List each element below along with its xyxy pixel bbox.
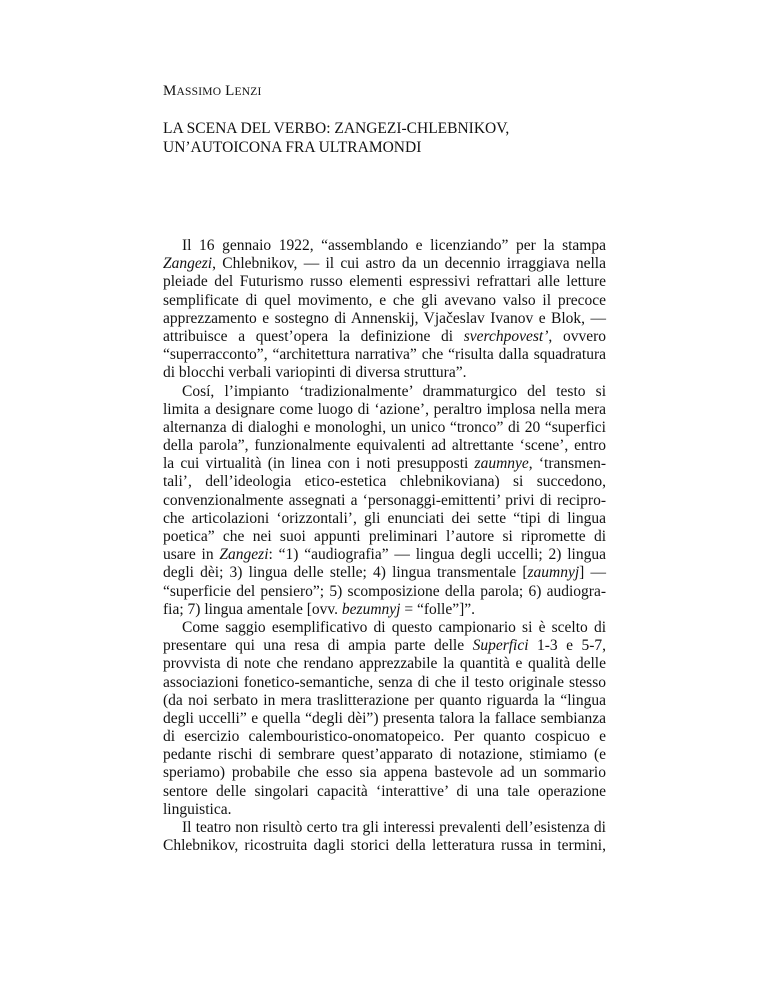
title-line: LA SCENA DEL VERBO: ZANGEZI-CHLEBNIKOV, [163, 120, 510, 137]
text-line [163, 837, 606, 855]
text-segment: sentore delle singolari capacità ‘interattive’ di una tale operazione [163, 782, 606, 800]
text-line [163, 383, 606, 401]
text-line [163, 346, 606, 364]
italic-text: zaumnyj [527, 564, 580, 582]
article-title [163, 119, 623, 157]
text-segment: semplificate di quel movimento, e che gli avevano valso il precoce [163, 291, 606, 309]
text-segment: speriamo) probabile che esso sia appena bastevole ad un sommario [163, 764, 606, 782]
text-line [163, 310, 606, 328]
text-line [163, 655, 606, 673]
text-segment: “superficie del pensiero”; 5) scomposizione della parola; 6) audiogra- [163, 582, 606, 600]
text-line [163, 764, 606, 782]
text-segment: Il 16 gennaio 1922, “assemblando e licenziando” per la stampa [182, 237, 606, 254]
text-segment: apprezzamento e sostegno di Annenskij, Vjačeslav Ivanov e Blok, — [163, 309, 606, 327]
text-line [163, 510, 606, 528]
text-segment: ] — [579, 564, 606, 582]
text-segment: di blocchi verbali variopinti di diversa struttura”. [163, 364, 467, 382]
text-segment: attribuisce a quest’opera la definizione di [163, 327, 464, 345]
text-segment: (da noi serbato in mera traslitterazione per quanto riguarda la “lingua [163, 691, 606, 709]
text-segment: Come saggio esemplificativo di questo campionario si è scelto di [182, 618, 606, 636]
text-segment: linguistica. [163, 800, 232, 818]
text-line [163, 710, 606, 728]
text-line [163, 783, 606, 801]
text-segment: degli uccelli” e quella “degli dèi”) presenta talora la fallace sembianza [163, 709, 606, 727]
text-line [163, 492, 606, 510]
title-line: UN’AUTOICONA FRA ULTRAMONDI [163, 139, 422, 156]
text-segment: degli dèi; 3) lingua delle stelle; 4) lingua transmentale [ [163, 564, 528, 582]
text-segment: Il teatro non risultò certo tra gli interessi prevalenti dell’esistenza di [182, 819, 606, 836]
text-segment: 1-3 e 5-7, [528, 637, 606, 655]
text-segment: pedante rischi di sembrare quest’apparato di notazione, stimiamo (e [163, 746, 606, 764]
text-line [163, 728, 606, 746]
text-line [163, 364, 606, 382]
text-line [163, 801, 606, 819]
text-line [163, 564, 606, 582]
text-segment: , Chlebnikov, — il cui astro da un decennio irraggiava nella [212, 255, 606, 273]
text-segment: che articolazioni ‘orizzontali’, gli enunciati dei sette “tipi di lingua [163, 509, 606, 527]
text-line [163, 401, 606, 419]
text-segment: presentare qui una resa di ampia parte delle [163, 637, 473, 655]
text-line [163, 637, 606, 655]
text-segment: tali’, dell’ideologia etico-estetica chlebnikoviana) si succedono, [163, 473, 606, 491]
text-line [163, 746, 606, 764]
body-text [163, 237, 606, 855]
text-segment: fia; 7) lingua amentale [ovv. [163, 600, 342, 618]
text-segment: pleiade del Futurismo russo elementi espressivi refrattari alle letture [163, 273, 606, 291]
text-segment: associazioni fonetico-semantiche, senza di che il testo originale stesso [163, 673, 606, 691]
text-segment: provvista di note che rendano apprezzabile la quantità e qualità delle [163, 655, 606, 673]
text-segment: poetica” che nei suoi appunti preliminari l’autore si ripromette di [163, 528, 606, 545]
text-line [163, 546, 606, 564]
text-line [163, 273, 606, 291]
text-segment: alternanza di dialoghi e monologhi, un unico “tronco” di 20 “superfici [163, 418, 606, 436]
text-line [163, 528, 606, 546]
text-segment: “superracconto”, “architettura narrativa” che “risulta dalla squadratura [163, 346, 606, 364]
text-line [163, 292, 606, 310]
text-segment: di esercizio calembouristico-onomatopeico. Per quanto cospicuo e [163, 728, 606, 746]
text-line [163, 583, 606, 601]
italic-text: bezumnyj [341, 600, 401, 618]
text-segment: limita a designare come luogo di ‘azione’, peraltro implosa nella mera [163, 400, 606, 418]
text-line [163, 601, 606, 619]
text-line [163, 473, 606, 491]
text-segment: Chlebnikov, ricostruita dagli storici della letteratura russa in termini, [163, 837, 606, 855]
text-line [163, 328, 606, 346]
text-segment: , ovvero [548, 327, 606, 345]
text-line [163, 455, 606, 473]
text-segment: usare in [163, 546, 220, 564]
text-segment: della parola”, funzionalmente equivalenti ad altrettante ‘scene’, entro [163, 437, 606, 455]
text-segment: la cui virtualità (in linea con i noti presupposti [163, 455, 475, 473]
text-line [163, 692, 606, 710]
text-segment: , ‘transmen- [528, 455, 606, 473]
text-segment: convenzionalmente assegnati a ‘personaggi-emittenti’ privi di recipro- [163, 491, 606, 509]
italic-text: zaumnye [474, 455, 529, 473]
text-line [163, 619, 606, 637]
text-line [163, 255, 606, 273]
italic-text: sverchpovest’ [463, 327, 549, 345]
italic-text: Superfici [472, 637, 529, 655]
text-segment: : “1) “audiografia” — lingua degli uccelli; 2) lingua [268, 546, 606, 564]
italic-text: Zangezi [219, 546, 269, 564]
text-line [163, 437, 606, 455]
italic-text: Zangezi [163, 255, 213, 273]
author-name: MASSIMO LENZI [163, 83, 262, 99]
text-line [163, 674, 606, 692]
text-segment: Cosí, l’impianto ‘tradizionalmente’ drammaturgico del testo si [182, 382, 606, 400]
text-line [163, 419, 606, 437]
text-line [163, 819, 606, 837]
text-line [163, 237, 606, 255]
text-segment: = “folle”]”. [400, 600, 476, 618]
